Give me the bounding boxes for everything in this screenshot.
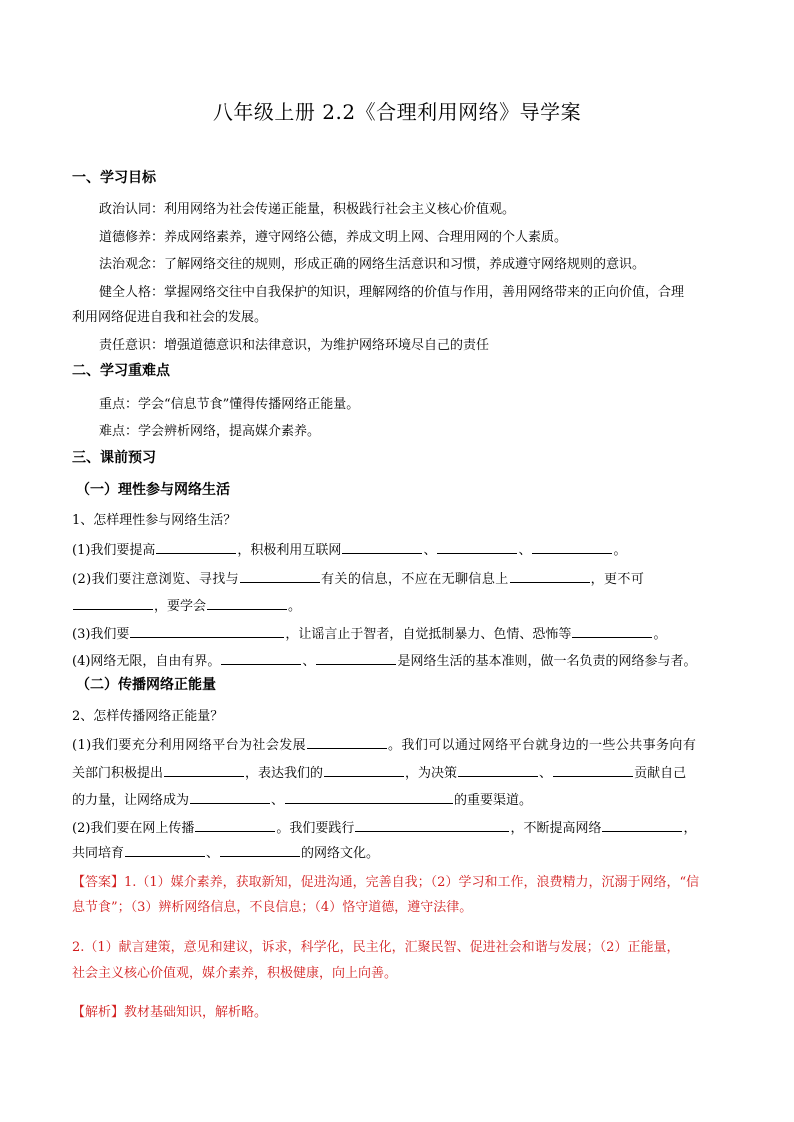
answer-blank[interactable] [220,844,300,857]
objective-item: 道德修养：养成网络素养，遵守网络公德，养成文明上网、合理用网的个人素质。 [99,230,568,245]
question-2: 2、怎样传播网络正能量？ [72,709,224,724]
fill-line [72,595,722,614]
fill-line [72,539,722,558]
fill-line [72,842,722,861]
answer-blank[interactable] [532,541,612,554]
fill-text: ，表达我们的 [245,766,324,781]
key-point-item: 重点：学会“信息节食”懂得传播网络正能量。 [99,397,360,412]
answer-blank[interactable] [195,819,275,832]
answer-blank[interactable] [324,764,404,777]
fill-line [72,568,722,587]
fill-text: 、 [423,543,437,558]
fill-text: 有关的信息，不应在无聊信息上 [321,572,509,587]
fill-text: 、 [206,846,220,861]
answer-blank[interactable] [316,652,396,665]
fill-line [72,734,722,753]
section-heading-preview: 三、课前预习 [72,450,156,466]
answer-blank[interactable] [73,597,153,610]
answer-blank[interactable] [125,844,205,857]
fill-text: ， [683,821,697,836]
answer-blank[interactable] [285,791,453,804]
fill-text: 。 [288,599,302,614]
answer-text: 息节食”；（3）辨析网络信息，不良信息；（4）恪守道德，遵守法律。 [72,900,473,915]
answer-blank[interactable] [130,625,284,638]
objective-item: 法治观念：了解网络交往的规则，形成正确的网络生活意识和习惯，养成遵守网络规则的意识。 [99,257,646,272]
fill-text: 、 [518,543,532,558]
answer-text: 2.（1）献言建策，意见和建议，诉求，科学化，民主化，汇聚民智、促进社会和谐与发展；（2）正能量， [72,940,680,955]
objective-item: 利用网络促进自我和社会的发展。 [72,310,268,325]
answer-blank[interactable] [553,764,633,777]
answer-blank[interactable] [437,541,517,554]
document-title: 八年级上册 2.2《合理利用网络》导学案 [212,100,582,124]
answer-blank[interactable] [190,791,270,804]
answer-blank[interactable] [510,570,590,583]
objective-item: 责任意识：增强道德意识和法律意识，为维护网络环境尽自己的责任 [99,338,490,353]
fill-line [72,817,722,836]
fill-text: ，不断提高网络 [510,821,602,836]
fill-text: ，积极利用互联网 [237,543,342,558]
question-1: 1、怎样理性参与网络生活？ [72,513,237,528]
subsection-heading-positive-energy: （二）传播网络正能量 [76,677,216,693]
fill-line [72,789,722,808]
fill-text: 关部门积极提出 [72,766,164,781]
section-heading-key-points: 二、学习重难点 [72,363,170,379]
fill-text: ，要学会 [154,599,207,614]
fill-text: 、 [271,793,285,808]
fill-text: ，为决策 [405,766,458,781]
fill-text: (2)我们要注意浏览、寻找与 [72,572,240,587]
answer-blank[interactable] [156,541,236,554]
fill-text: 共同培育 [72,846,125,861]
answer-blank[interactable] [307,736,387,749]
key-point-item: 难点：学会辨析网络，提高媒介素养。 [99,424,321,439]
answer-blank[interactable] [240,570,320,583]
answer-blank[interactable] [355,819,509,832]
answer-blank[interactable] [221,652,301,665]
answer-blank[interactable] [342,541,422,554]
fill-text: 的网络文化。 [301,846,380,861]
fill-text: 。我们要践行 [276,821,355,836]
fill-text: 贡献自己 [634,766,687,781]
objective-item: 健全人格：掌握网络交往中自我保护的知识，理解网络的价值与作用，善用网络带来的正向价值，合理 [99,285,685,300]
fill-text: (1)我们要提高 [72,543,156,558]
fill-text: 。我们可以通过网络平台就身边的一些公共事务向有 [388,738,697,753]
fill-text: 的重要渠道。 [454,793,533,808]
fill-text: (1)我们要充分利用网络平台为社会发展 [72,738,307,753]
fill-text: 、 [302,654,316,669]
answer-text: 【答案】1.（1）媒介素养，获取新知，促进沟通，完善自我；（2）学习和工作，浪费精力，沉溺于网络，“信 [72,875,700,890]
analysis-text: 【解析】教材基础知识，解析略。 [72,1005,268,1020]
fill-text: (4)网络无限，自由有界。 [72,654,221,669]
fill-text: (3)我们要 [72,627,130,642]
answer-blank[interactable] [458,764,538,777]
fill-line [72,623,722,642]
fill-text: 。 [653,627,667,642]
fill-text: 是网络生活的基本准则，做一名负责的网络参与者。 [397,654,697,669]
fill-line [72,650,722,669]
objective-item: 政治认同：利用网络为社会传递正能量，积极践行社会主义核心价值观。 [99,202,516,217]
fill-text: 的力量，让网络成为 [72,793,190,808]
subsection-heading-rational: （一）理性参与网络生活 [76,482,230,498]
fill-line [72,762,722,781]
fill-text: (2)我们要在网上传播 [72,821,195,836]
fill-text: ，让谣言止于智者，自觉抵制暴力、色情、恐怖等 [285,627,572,642]
fill-text: 、 [539,766,553,781]
section-heading-objectives: 一、学习目标 [72,170,156,186]
fill-text: 。 [613,543,627,558]
answer-blank[interactable] [602,819,682,832]
fill-text: ，更不可 [590,572,645,587]
answer-blank[interactable] [572,625,652,638]
answer-blank[interactable] [207,597,287,610]
answer-text: 社会主义核心价值观，媒介素养，积极健康，向上向善。 [72,966,398,981]
answer-blank[interactable] [164,764,244,777]
